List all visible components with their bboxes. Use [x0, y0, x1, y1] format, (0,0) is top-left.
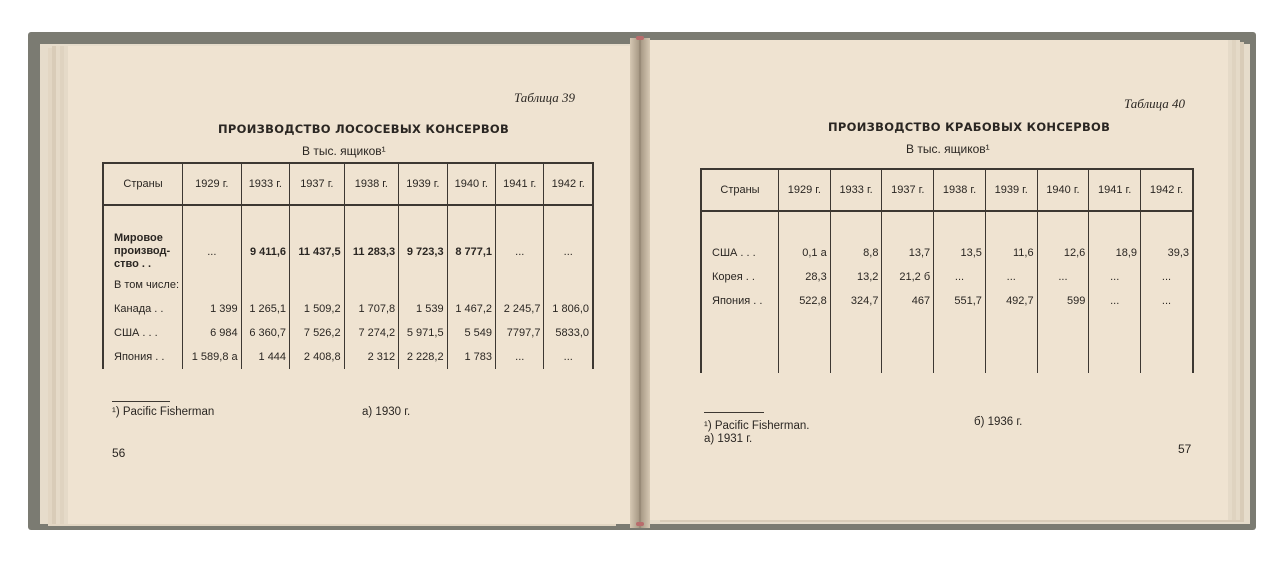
header-cell: 1939 г. — [985, 169, 1037, 211]
table-spacer-row — [103, 205, 593, 230]
table-cell: ... — [1141, 265, 1193, 289]
binding-thread — [636, 36, 644, 40]
table-cell: 1 783 — [447, 345, 495, 369]
table-spacer-row — [701, 313, 1193, 373]
table-cell: 599 — [1037, 289, 1089, 313]
page-number: 56 — [112, 446, 126, 460]
header-cell: 1940 г. — [1037, 169, 1089, 211]
book-spine-gutter — [630, 38, 650, 528]
table-40-unit: В тыс. ящиков¹ — [906, 142, 990, 156]
table-cell: 12,6 — [1037, 241, 1089, 265]
header-cell: 1937 г. — [882, 169, 934, 211]
table-row — [103, 297, 593, 321]
table-cell: 1 539 — [399, 297, 447, 321]
table-39-title: ПРОИЗВОДСТВО ЛОСОСЕВЫХ КОНСЕРВОВ — [218, 122, 510, 136]
table-row — [701, 265, 1193, 289]
table-cell: 13,7 — [882, 241, 934, 265]
table-cell: 2 408,8 — [290, 345, 345, 369]
table-cell: 21,2 б — [882, 265, 934, 289]
table-cell: 522,8 — [779, 289, 831, 313]
table-cell: ... — [496, 230, 544, 273]
footnote-rule — [704, 412, 764, 413]
header-cell: 1938 г. — [934, 169, 986, 211]
world-label-line: Мировое — [114, 232, 163, 244]
table-row — [103, 345, 593, 369]
country-cell: Япония . . — [701, 289, 779, 313]
table-cell: 11 437,5 — [290, 230, 345, 273]
table-39-tag: Таблица 39 — [514, 90, 576, 105]
table-cell: 18,9 — [1089, 241, 1141, 265]
crab-table — [700, 168, 1194, 373]
table-row — [103, 321, 593, 345]
table-row-subheading — [103, 273, 593, 297]
table-cell: 2 312 — [344, 345, 399, 369]
country-cell: Корея . . — [701, 265, 779, 289]
table-cell: 2 228,2 — [399, 345, 447, 369]
header-cell: Страны — [103, 163, 183, 205]
table-header-row — [103, 163, 593, 205]
header-cell: 1933 г. — [241, 163, 289, 205]
footnote-source: ¹) Pacific Fisherman. — [704, 420, 810, 432]
table-cell: 324,7 — [830, 289, 882, 313]
table-cell: 13,5 — [934, 241, 986, 265]
table-cell: 551,7 — [934, 289, 986, 313]
table-cell: ... — [934, 265, 986, 289]
header-cell: 1942 г. — [1141, 169, 1193, 211]
table-cell: ... — [1089, 265, 1141, 289]
table-cell: 9 411,6 — [241, 230, 289, 273]
table-cell: 7797,7 — [496, 321, 544, 345]
world-label — [103, 230, 183, 273]
footnote-source: ¹) Pacific Fisherman — [112, 406, 215, 418]
country-cell: США . . . — [103, 321, 183, 345]
left-page — [68, 46, 636, 524]
header-cell: 1939 г. — [399, 163, 447, 205]
table-cell: 2 245,7 — [496, 297, 544, 321]
table-cell: 28,3 — [779, 265, 831, 289]
table-cell: 7 274,2 — [344, 321, 399, 345]
table-cell: 467 — [882, 289, 934, 313]
table-cell: 1 509,2 — [290, 297, 345, 321]
table-cell: ... — [985, 265, 1037, 289]
header-cell: 1933 г. — [830, 169, 882, 211]
table-cell: 7 526,2 — [290, 321, 345, 345]
table-40-tag: Таблица 40 — [1124, 96, 1186, 111]
table-40-title: ПРОИЗВОДСТВО КРАБОВЫХ КОНСЕРВОВ — [828, 120, 1111, 134]
table-cell: 5 549 — [447, 321, 495, 345]
header-cell: 1942 г. — [544, 163, 593, 205]
world-label-line: производ- — [114, 245, 171, 257]
table-header-row — [701, 169, 1193, 211]
table-cell: ... — [183, 230, 242, 273]
header-cell: 1929 г. — [779, 169, 831, 211]
table-cell: 1 467,2 — [447, 297, 495, 321]
table-cell: ... — [1037, 265, 1089, 289]
table-39-unit: В тыс. ящиков¹ — [302, 144, 386, 158]
header-cell: 1938 г. — [344, 163, 399, 205]
header-cell: 1941 г. — [496, 163, 544, 205]
table-cell: 5833,0 — [544, 321, 593, 345]
table-cell: 5 971,5 — [399, 321, 447, 345]
country-cell: США . . . — [701, 241, 779, 265]
table-cell: 1 707,8 — [344, 297, 399, 321]
world-label-line: ство . . — [114, 258, 152, 270]
country-cell: Канада . . — [103, 297, 183, 321]
header-cell: Страны — [701, 169, 779, 211]
header-cell: 1937 г. — [290, 163, 345, 205]
table-cell: 6 984 — [183, 321, 242, 345]
footnote-rule — [112, 401, 170, 402]
table-row-world — [103, 230, 593, 273]
subheading-cell: В том числе: — [103, 273, 183, 297]
table-row — [701, 289, 1193, 313]
table-cell: ... — [544, 230, 593, 273]
table-cell: 1 265,1 — [241, 297, 289, 321]
table-cell: 1 399 — [183, 297, 242, 321]
table-cell: 13,2 — [830, 265, 882, 289]
table-cell: 8 777,1 — [447, 230, 495, 273]
table-spacer-row — [701, 211, 1193, 241]
table-cell: 0,1 а — [779, 241, 831, 265]
table-row — [701, 241, 1193, 265]
table-cell: 39,3 — [1141, 241, 1193, 265]
table-cell: ... — [1141, 289, 1193, 313]
table-cell: 8,8 — [830, 241, 882, 265]
footnote-a: а) 1930 г. — [362, 406, 411, 418]
table-cell: 1 806,0 — [544, 297, 593, 321]
table-cell: 1 589,8 а — [183, 345, 242, 369]
salmon-table — [102, 162, 594, 369]
footnote-b: б) 1936 г. — [974, 416, 1023, 428]
table-cell: 11 283,3 — [344, 230, 399, 273]
table-cell: 1 444 — [241, 345, 289, 369]
header-cell: 1929 г. — [183, 163, 242, 205]
table-cell: 11,6 — [985, 241, 1037, 265]
header-cell: 1940 г. — [447, 163, 495, 205]
country-cell: Япония . . — [103, 345, 183, 369]
table-cell: ... — [496, 345, 544, 369]
binding-thread — [636, 522, 644, 526]
table-cell: 6 360,7 — [241, 321, 289, 345]
right-page — [644, 40, 1228, 520]
footnote-a: а) 1931 г. — [704, 433, 753, 445]
table-cell: ... — [544, 345, 593, 369]
header-cell: 1941 г. — [1089, 169, 1141, 211]
table-cell: 9 723,3 — [399, 230, 447, 273]
table-cell: 492,7 — [985, 289, 1037, 313]
page-number: 57 — [1178, 442, 1192, 456]
table-cell: ... — [1089, 289, 1141, 313]
